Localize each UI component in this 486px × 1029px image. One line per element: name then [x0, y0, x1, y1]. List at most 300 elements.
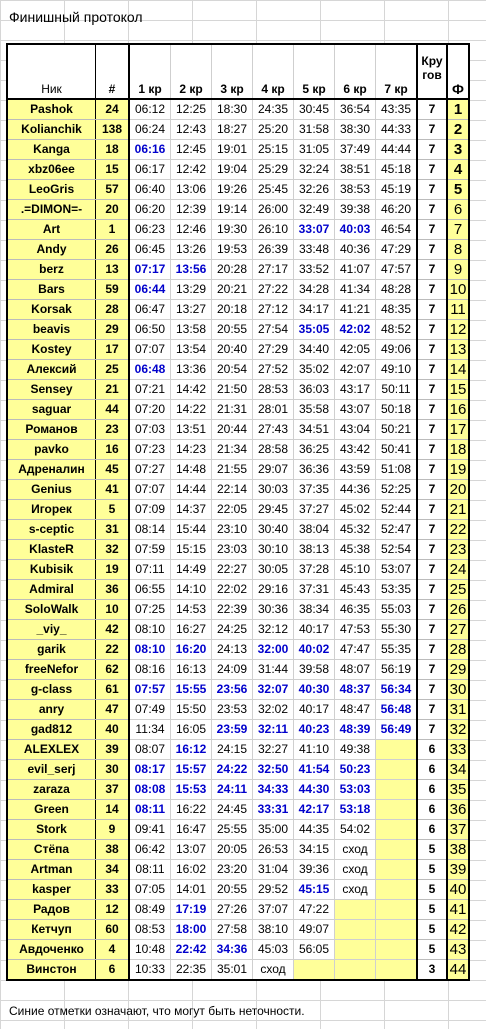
cell-lap-2: 12:42	[171, 160, 212, 180]
cell-lap-3: 19:01	[212, 140, 253, 160]
cell-lap-2: 13:26	[171, 240, 212, 260]
table-row	[7, 140, 469, 160]
cell-lap-5: 39:36	[294, 860, 335, 880]
cell-place: 13	[447, 340, 469, 360]
cell-lap-5: 38:34	[294, 600, 335, 620]
table-row	[7, 900, 469, 920]
cell-lap-5: 56:05	[294, 940, 335, 960]
cell-lap-7	[376, 920, 418, 940]
cell-lap-6: 47:47	[335, 640, 376, 660]
cell-lap-7: 56:48	[376, 700, 418, 720]
cell-lap-6: 53:18	[335, 800, 376, 820]
cell-lap-6: 45:10	[335, 560, 376, 580]
cell-lap-3: 20:05	[212, 840, 253, 860]
cell-lap-2: 14:01	[171, 880, 212, 900]
cell-number: 62	[96, 660, 130, 680]
cell-lap-6: 37:49	[335, 140, 376, 160]
table-row	[7, 240, 469, 260]
cell-lap-7: 48:52	[376, 320, 418, 340]
cell-place: 19	[447, 460, 469, 480]
cell-lap-3: 24:15	[212, 740, 253, 760]
cell-lap-1: 08:17	[129, 760, 171, 780]
cell-lap-1: 09:41	[129, 820, 171, 840]
cell-number: 39	[96, 740, 130, 760]
table-body	[7, 99, 469, 980]
cell-lap-3: 19:04	[212, 160, 253, 180]
cell-nick: gad812	[7, 720, 96, 740]
cell-nick: KlasteR	[7, 540, 96, 560]
cell-lap-5: 35:05	[294, 320, 335, 340]
cell-lap-3: 23:10	[212, 520, 253, 540]
table-row	[7, 620, 469, 640]
cell-lap-7: 43:35	[376, 99, 418, 120]
cell-nick: kasper	[7, 880, 96, 900]
cell-place: 41	[447, 900, 469, 920]
cell-lap-1: 07:20	[129, 400, 171, 420]
cell-number: 31	[96, 520, 130, 540]
cell-circles: 6	[417, 820, 447, 840]
cell-lap-7: 55:35	[376, 640, 418, 660]
cell-nick: Винстон	[7, 960, 96, 981]
table-row	[7, 520, 469, 540]
cell-number: 29	[96, 320, 130, 340]
cell-number: 24	[96, 99, 130, 120]
cell-lap-1: 06:47	[129, 300, 171, 320]
cell-lap-7: 50:18	[376, 400, 418, 420]
cell-lap-5: 37:28	[294, 560, 335, 580]
cell-lap-3: 20:21	[212, 280, 253, 300]
table-row	[7, 960, 469, 981]
cell-lap-4: 25:45	[253, 180, 294, 200]
cell-place: 7	[447, 220, 469, 240]
cell-circles: 7	[417, 640, 447, 660]
cell-nick: Artman	[7, 860, 96, 880]
cell-lap-2: 14:44	[171, 480, 212, 500]
cell-place: 4	[447, 160, 469, 180]
cell-place: 17	[447, 420, 469, 440]
cell-lap-1: 06:16	[129, 140, 171, 160]
cell-lap-5: 30:45	[294, 99, 335, 120]
cell-lap-4: 31:04	[253, 860, 294, 880]
cell-circles: 7	[417, 440, 447, 460]
cell-lap-4: 32:07	[253, 680, 294, 700]
cell-number: 42	[96, 620, 130, 640]
cell-circles: 7	[417, 500, 447, 520]
cell-place: 6	[447, 200, 469, 220]
cell-lap-4: 30:03	[253, 480, 294, 500]
table-row	[7, 700, 469, 720]
cell-lap-5: 44:35	[294, 820, 335, 840]
table-row	[7, 360, 469, 380]
cell-lap-4: 27:22	[253, 280, 294, 300]
cell-number: 26	[96, 240, 130, 260]
cell-lap-2: 13:07	[171, 840, 212, 860]
cell-lap-3: 35:01	[212, 960, 253, 981]
cell-lap-1: 07:59	[129, 540, 171, 560]
cell-nick: beavis	[7, 320, 96, 340]
cell-number: 18	[96, 140, 130, 160]
cell-lap-5: 42:17	[294, 800, 335, 820]
cell-lap-7: 56:34	[376, 680, 418, 700]
cell-lap-7: 50:11	[376, 380, 418, 400]
cell-nick: xbz06ee	[7, 160, 96, 180]
cell-number: 1	[96, 220, 130, 240]
table-row	[7, 280, 469, 300]
cell-lap-7	[376, 900, 418, 920]
cell-lap-5: 34:15	[294, 840, 335, 860]
table-row	[7, 940, 469, 960]
cell-place: 40	[447, 880, 469, 900]
finish-protocol-table	[6, 43, 470, 981]
cell-lap-3: 20:55	[212, 880, 253, 900]
cell-nick: Алексий	[7, 360, 96, 380]
cell-lap-3: 20:28	[212, 260, 253, 280]
cell-lap-6: 39:38	[335, 200, 376, 220]
cell-nick: Kostey	[7, 340, 96, 360]
cell-lap-3: 22:02	[212, 580, 253, 600]
cell-lap-2: 17:19	[171, 900, 212, 920]
cell-lap-6: 43:59	[335, 460, 376, 480]
cell-circles: 7	[417, 260, 447, 280]
cell-lap-6: 54:02	[335, 820, 376, 840]
cell-lap-1: 06:50	[129, 320, 171, 340]
cell-lap-3: 20:44	[212, 420, 253, 440]
cell-place: 3	[447, 140, 469, 160]
table-row	[7, 820, 469, 840]
cell-nick: Kubisik	[7, 560, 96, 580]
cell-lap-1: 06:42	[129, 840, 171, 860]
table-row	[7, 420, 469, 440]
cell-lap-4: 31:44	[253, 660, 294, 680]
cell-lap-1: 07:03	[129, 420, 171, 440]
cell-lap-7: 45:19	[376, 180, 418, 200]
cell-number: 6	[96, 960, 130, 981]
cell-lap-6: 45:43	[335, 580, 376, 600]
cell-nick: Stork	[7, 820, 96, 840]
cell-number: 23	[96, 420, 130, 440]
cell-circles: 7	[417, 400, 447, 420]
cell-lap-1: 08:07	[129, 740, 171, 760]
cell-lap-6: 43:07	[335, 400, 376, 420]
cell-lap-2: 16:02	[171, 860, 212, 880]
cell-number: 20	[96, 200, 130, 220]
cell-lap-2: 12:46	[171, 220, 212, 240]
cell-lap-3: 23:20	[212, 860, 253, 880]
cell-number: 44	[96, 400, 130, 420]
cell-lap-1: 07:57	[129, 680, 171, 700]
cell-place: 15	[447, 380, 469, 400]
cell-lap-4: 30:36	[253, 600, 294, 620]
cell-lap-2: 16:13	[171, 660, 212, 680]
cell-lap-5: 33:52	[294, 260, 335, 280]
cell-lap-5: 38:04	[294, 520, 335, 540]
cell-place: 16	[447, 400, 469, 420]
cell-lap-4: 32:12	[253, 620, 294, 640]
cell-lap-1: 08:10	[129, 640, 171, 660]
cell-lap-3: 21:34	[212, 440, 253, 460]
cell-lap-7	[376, 940, 418, 960]
cell-number: 38	[96, 840, 130, 860]
cell-lap-2: 14:53	[171, 600, 212, 620]
cell-circles: 5	[417, 900, 447, 920]
header-circles	[417, 44, 447, 99]
cell-lap-7: 56:49	[376, 720, 418, 740]
cell-lap-3: 22:05	[212, 500, 253, 520]
cell-lap-5: 32:24	[294, 160, 335, 180]
cell-number: 60	[96, 920, 130, 940]
cell-lap-1: 06:45	[129, 240, 171, 260]
cell-number: 40	[96, 720, 130, 740]
cell-circles: 5	[417, 840, 447, 860]
cell-lap-4: 29:07	[253, 460, 294, 480]
cell-lap-3: 18:27	[212, 120, 253, 140]
cell-lap-3: 19:30	[212, 220, 253, 240]
cell-lap-7: 52:44	[376, 500, 418, 520]
cell-lap-6: 48:37	[335, 680, 376, 700]
cell-lap-3: 21:50	[212, 380, 253, 400]
cell-lap-2: 14:49	[171, 560, 212, 580]
cell-nick: Адреналин	[7, 460, 96, 480]
cell-circles: 5	[417, 880, 447, 900]
table-row	[7, 480, 469, 500]
cell-lap-2: 16:12	[171, 740, 212, 760]
cell-lap-2: 15:15	[171, 540, 212, 560]
cell-lap-1: 06:40	[129, 180, 171, 200]
cell-lap-3: 20:54	[212, 360, 253, 380]
cell-place: 9	[447, 260, 469, 280]
cell-number: 32	[96, 540, 130, 560]
cell-lap-7: 53:35	[376, 580, 418, 600]
cell-lap-1: 07:07	[129, 340, 171, 360]
cell-place: 36	[447, 800, 469, 820]
cell-lap-7	[376, 820, 418, 840]
cell-lap-3: 24:22	[212, 760, 253, 780]
cell-lap-4: 26:10	[253, 220, 294, 240]
cell-lap-6: 36:54	[335, 99, 376, 120]
cell-circles: 5	[417, 860, 447, 880]
cell-circles: 7	[417, 700, 447, 720]
cell-nick: zaraza	[7, 780, 96, 800]
cell-nick: .=DIMON=-	[7, 200, 96, 220]
cell-nick: Pashok	[7, 99, 96, 120]
cell-lap-2: 22:35	[171, 960, 212, 981]
cell-number: 59	[96, 280, 130, 300]
cell-lap-4: сход	[253, 960, 294, 981]
cell-number: 13	[96, 260, 130, 280]
header-lap-7: 7 кр	[376, 44, 418, 99]
cell-lap-1: 08:11	[129, 860, 171, 880]
cell-place: 39	[447, 860, 469, 880]
cell-lap-7: 50:21	[376, 420, 418, 440]
cell-lap-4: 38:10	[253, 920, 294, 940]
cell-nick: SoloWalk	[7, 600, 96, 620]
cell-lap-3: 20:55	[212, 320, 253, 340]
table-row	[7, 500, 469, 520]
cell-lap-3: 23:53	[212, 700, 253, 720]
cell-lap-3: 24:11	[212, 780, 253, 800]
cell-place: 32	[447, 720, 469, 740]
cell-number: 21	[96, 380, 130, 400]
cell-lap-4: 32:50	[253, 760, 294, 780]
cell-place: 22	[447, 520, 469, 540]
cell-lap-5: 35:58	[294, 400, 335, 420]
cell-circles: 7	[417, 580, 447, 600]
cell-lap-2: 22:42	[171, 940, 212, 960]
cell-number: 4	[96, 940, 130, 960]
cell-lap-3: 21:31	[212, 400, 253, 420]
cell-lap-6: 53:03	[335, 780, 376, 800]
cell-circles: 7	[417, 120, 447, 140]
cell-lap-5: 37:35	[294, 480, 335, 500]
cell-nick: Art	[7, 220, 96, 240]
cell-lap-7: 49:06	[376, 340, 418, 360]
cell-lap-3: 18:30	[212, 99, 253, 120]
cell-lap-4: 29:52	[253, 880, 294, 900]
page-title: Финишный протокол	[9, 9, 143, 25]
cell-lap-3: 23:56	[212, 680, 253, 700]
cell-lap-2: 16:05	[171, 720, 212, 740]
header-lap-4: 4 кр	[253, 44, 294, 99]
cell-lap-1: 08:11	[129, 800, 171, 820]
table-row	[7, 160, 469, 180]
cell-lap-7: 47:29	[376, 240, 418, 260]
cell-circles: 7	[417, 320, 447, 340]
cell-place: 42	[447, 920, 469, 940]
footnote: Синие отметки означают, что могут быть неточности.	[9, 1004, 305, 1018]
table-row	[7, 460, 469, 480]
table-row	[7, 440, 469, 460]
cell-lap-3: 20:18	[212, 300, 253, 320]
cell-lap-4: 30:40	[253, 520, 294, 540]
cell-circles: 7	[417, 220, 447, 240]
cell-place: 23	[447, 540, 469, 560]
cell-lap-2: 16:22	[171, 800, 212, 820]
cell-lap-6: 45:32	[335, 520, 376, 540]
cell-lap-7: 52:47	[376, 520, 418, 540]
cell-nick: Kanga	[7, 140, 96, 160]
cell-place: 2	[447, 120, 469, 140]
table-row	[7, 180, 469, 200]
cell-lap-5: 33:48	[294, 240, 335, 260]
table-row	[7, 200, 469, 220]
cell-lap-5: 31:05	[294, 140, 335, 160]
table-row	[7, 600, 469, 620]
cell-circles: 7	[417, 720, 447, 740]
cell-lap-6: 40:03	[335, 220, 376, 240]
cell-lap-4: 27:17	[253, 260, 294, 280]
cell-lap-1: 07:25	[129, 600, 171, 620]
cell-number: 61	[96, 680, 130, 700]
cell-lap-3: 21:55	[212, 460, 253, 480]
cell-place: 18	[447, 440, 469, 460]
cell-lap-6: 41:21	[335, 300, 376, 320]
cell-lap-6	[335, 900, 376, 920]
cell-lap-6: 48:39	[335, 720, 376, 740]
table-row	[7, 720, 469, 740]
cell-number: 22	[96, 640, 130, 660]
cell-lap-4: 32:00	[253, 640, 294, 660]
cell-lap-2: 12:43	[171, 120, 212, 140]
table-row	[7, 540, 469, 560]
cell-lap-1: 07:11	[129, 560, 171, 580]
cell-lap-5: 47:22	[294, 900, 335, 920]
cell-circles: 6	[417, 740, 447, 760]
cell-circles: 7	[417, 340, 447, 360]
cell-place: 24	[447, 560, 469, 580]
cell-lap-4: 28:58	[253, 440, 294, 460]
cell-lap-5: 36:03	[294, 380, 335, 400]
cell-circles: 7	[417, 180, 447, 200]
cell-lap-4: 35:00	[253, 820, 294, 840]
cell-circles: 7	[417, 660, 447, 680]
cell-nick: s-ceptic	[7, 520, 96, 540]
cell-lap-6: 38:53	[335, 180, 376, 200]
cell-place: 10	[447, 280, 469, 300]
cell-circles: 7	[417, 420, 447, 440]
cell-circles: 7	[417, 620, 447, 640]
cell-lap-3: 19:14	[212, 200, 253, 220]
cell-lap-1: 06:48	[129, 360, 171, 380]
cell-lap-2: 15:44	[171, 520, 212, 540]
cell-lap-6: 46:35	[335, 600, 376, 620]
cell-lap-2: 18:00	[171, 920, 212, 940]
cell-lap-5: 32:49	[294, 200, 335, 220]
cell-lap-3: 20:40	[212, 340, 253, 360]
cell-lap-3: 23:03	[212, 540, 253, 560]
cell-lap-1: 08:49	[129, 900, 171, 920]
cell-lap-7: 46:20	[376, 200, 418, 220]
cell-number: 19	[96, 560, 130, 580]
cell-lap-7: 48:28	[376, 280, 418, 300]
cell-lap-1: 06:55	[129, 580, 171, 600]
cell-lap-1: 06:17	[129, 160, 171, 180]
header-lap-1: 1 кр	[129, 44, 171, 99]
cell-lap-4: 45:03	[253, 940, 294, 960]
cell-circles: 7	[417, 600, 447, 620]
cell-place: 5	[447, 180, 469, 200]
table-row	[7, 560, 469, 580]
cell-lap-6: 38:30	[335, 120, 376, 140]
cell-place: 35	[447, 780, 469, 800]
cell-lap-2: 13:51	[171, 420, 212, 440]
cell-lap-1: 07:23	[129, 440, 171, 460]
cell-lap-4: 34:33	[253, 780, 294, 800]
cell-lap-4: 30:05	[253, 560, 294, 580]
table-row	[7, 880, 469, 900]
cell-lap-2: 14:42	[171, 380, 212, 400]
cell-lap-1: 06:23	[129, 220, 171, 240]
cell-place: 27	[447, 620, 469, 640]
cell-nick: saguar	[7, 400, 96, 420]
cell-nick: Korsak	[7, 300, 96, 320]
cell-circles: 7	[417, 480, 447, 500]
cell-place: 8	[447, 240, 469, 260]
cell-lap-1: 08:14	[129, 520, 171, 540]
cell-lap-3: 22:14	[212, 480, 253, 500]
cell-lap-2: 16:20	[171, 640, 212, 660]
cell-lap-1: 07:17	[129, 260, 171, 280]
cell-lap-1: 06:24	[129, 120, 171, 140]
cell-lap-3: 22:27	[212, 560, 253, 580]
cell-lap-7: 46:54	[376, 220, 418, 240]
table-row	[7, 800, 469, 820]
cell-lap-5: 40:23	[294, 720, 335, 740]
cell-lap-7: 52:54	[376, 540, 418, 560]
cell-lap-7: 50:41	[376, 440, 418, 460]
cell-lap-6: 45:38	[335, 540, 376, 560]
cell-lap-4: 29:16	[253, 580, 294, 600]
cell-place: 38	[447, 840, 469, 860]
